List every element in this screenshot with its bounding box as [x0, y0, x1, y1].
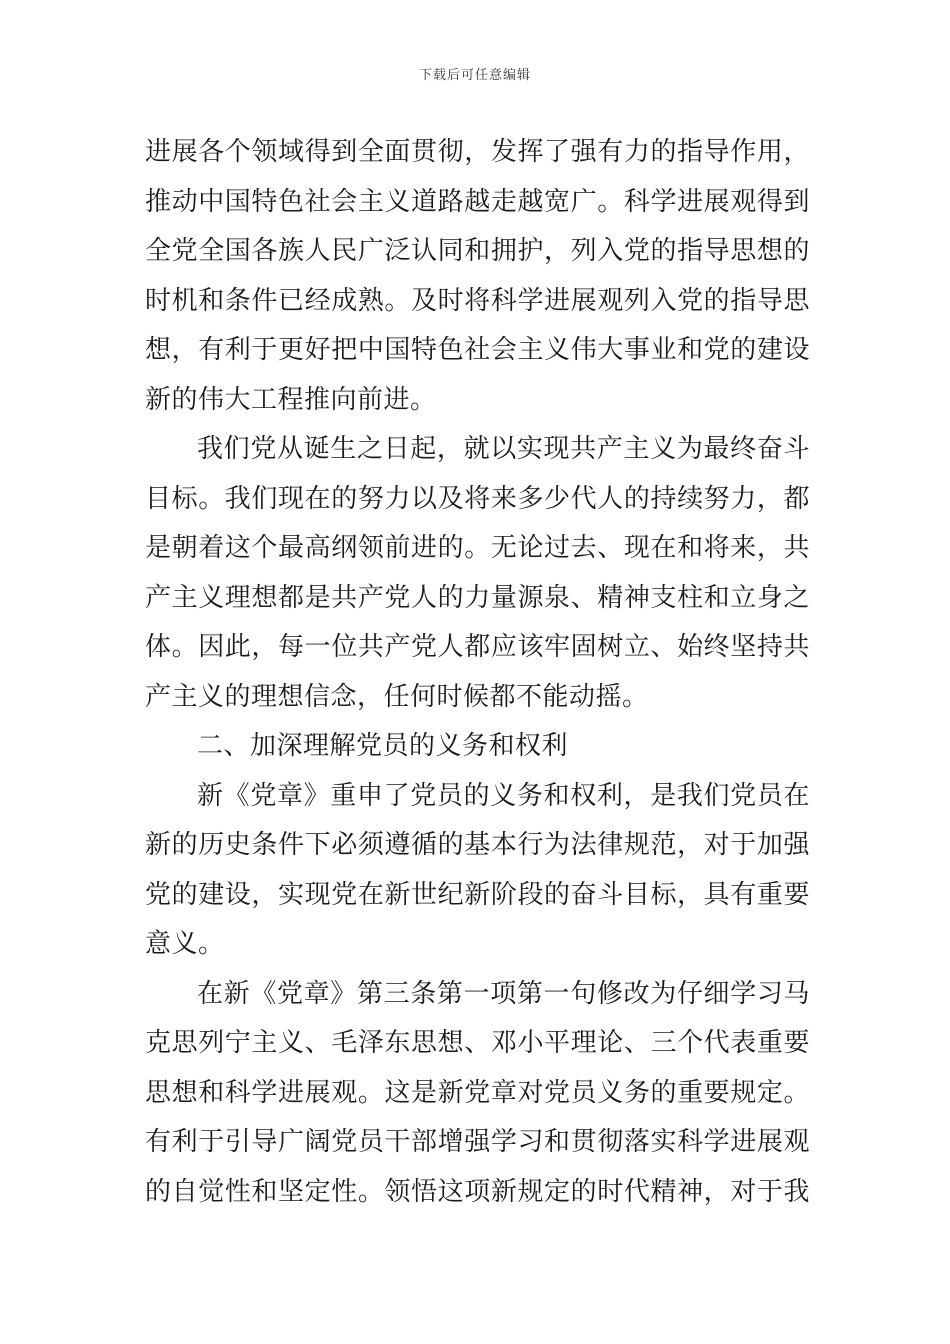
text-line: 新的历史条件下必须遵循的基本行为法律规范，对于加强	[145, 830, 810, 860]
text-line: 有利于引导广阔党员干部增强学习和贯彻落实科学进展观	[145, 1127, 810, 1157]
text-line: 是朝着这个最高纲领前进的。无论过去、现在和将来，共	[145, 533, 810, 563]
text-line: 新的伟大工程推向前进。	[145, 384, 437, 415]
paragraph	[145, 970, 810, 1218]
paragraph	[145, 772, 810, 970]
text-line: 全党全国各族人民广泛认同和拥护，列入党的指导思想的	[145, 236, 810, 266]
text-line: 在新《党章》第三条第一项第一句修改为仔细学习马	[197, 978, 810, 1009]
text-line: 产主义的理想信念，任何时候都不能动摇。	[145, 681, 649, 712]
text-line: 我们党从诞生之日起，就以实现共产主义为最终奋斗	[197, 434, 810, 464]
text-line: 的自觉性和坚定性。领悟这项新规定的时代精神，对于我	[145, 1176, 810, 1207]
document-body	[145, 128, 810, 1217]
text-line: 推动中国特色社会主义道路越走越宽广。科学进展观得到	[145, 186, 810, 217]
paragraph	[145, 128, 810, 425]
page-header: 下载后可任意编辑	[418, 68, 531, 83]
text-line: 进展各个领域得到全面贯彻，发挥了强有力的指导作用，	[145, 137, 810, 167]
text-line: 克思列宁主义、毛泽东思想、邓小平理论、三个代表重要	[145, 1028, 810, 1058]
text-line: 想，有利于更好把中国特色社会主义伟大事业和党的建设	[145, 335, 810, 365]
text-line: 体。因此，每一位共产党人都应该牢固树立、始终坚持共	[145, 632, 810, 662]
text-line: 党的建设，实现党在新世纪新阶段的奋斗目标，具有重要	[145, 879, 810, 910]
paragraph	[145, 425, 810, 722]
text-line: 时机和条件已经成熟。及时将科学进展观列入党的指导思	[145, 285, 810, 316]
text-line: 思想和科学进展观。这是新党章对党员义务的重要规定。	[145, 1077, 810, 1108]
text-line: 新《党章》重申了党员的义务和权利，是我们党员在	[197, 780, 810, 811]
section-heading: 二、加深理解党员的义务和权利	[197, 731, 569, 761]
text-line: 产主义理想都是共产党人的力量源泉、精神支柱和立身之	[145, 582, 810, 613]
text-line: 目标。我们现在的努力以及将来多少代人的持续努力，都	[145, 483, 810, 514]
text-line: 意义。	[145, 929, 225, 959]
